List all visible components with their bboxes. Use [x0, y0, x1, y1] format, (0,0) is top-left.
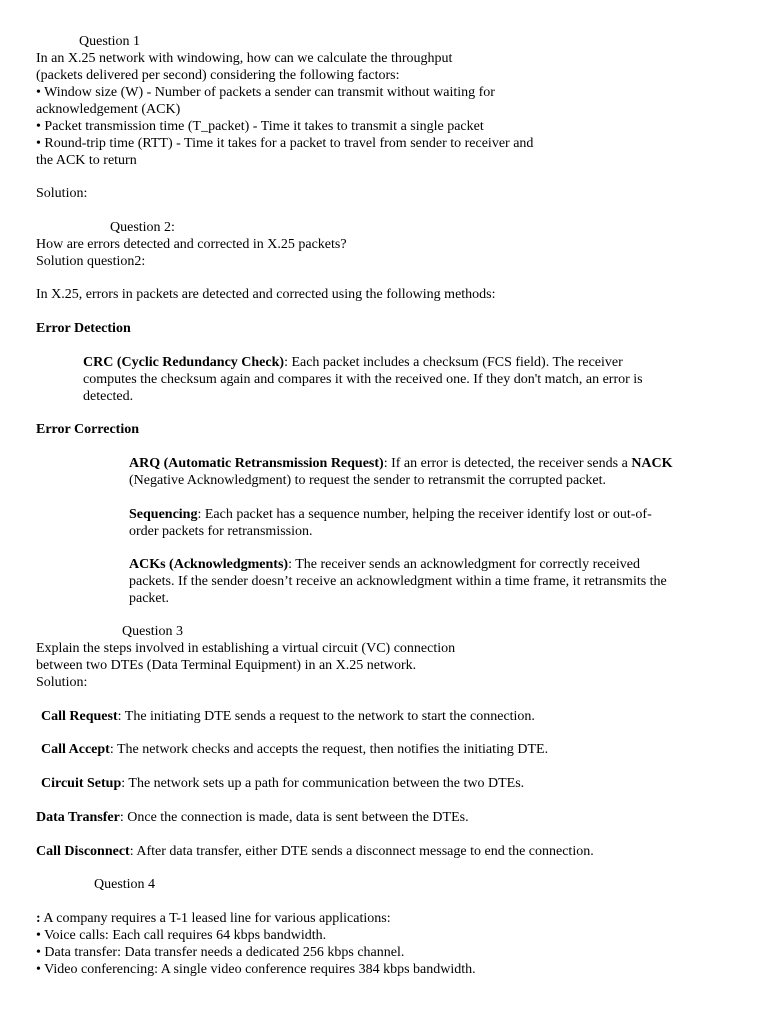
acks-line-2: packets. If the sender doesn’t receive an acknowledgment within a time frame, it retransmits the — [129, 574, 667, 589]
q3-heading: Question 3 — [122, 624, 184, 639]
step-call-accept: Call Accept: The network checks and accepts the request, then notifies the initiating DTE. — [41, 742, 549, 757]
q1-bullet-tpacket: • Packet transmission time (T_packet) - Time it takes to transmit a single packet — [36, 119, 484, 134]
crc-line-3: detected. — [83, 389, 134, 404]
q2-heading: Question 2: — [110, 220, 175, 235]
q1-bullet-window-line-2: acknowledgement (ACK) — [36, 102, 181, 117]
acks-line-3: packet. — [129, 591, 170, 606]
acks-term: ACKs (Acknowledgments) — [129, 557, 289, 572]
q1-intro-line-2: (packets delivered per second) considering the following factors: — [36, 68, 400, 83]
q3-solution-label: Solution: — [36, 675, 88, 690]
q1-solution-label: Solution: — [36, 186, 88, 201]
q2-intro: In X.25, errors in packets are detected and corrected using the following methods: — [36, 287, 496, 302]
q4-intro: : A company requires a T-1 leased line for various applications: — [36, 911, 391, 926]
arq-term: ARQ (Automatic Retransmission Request) — [129, 456, 384, 471]
crc-line-1: CRC (Cyclic Redundancy Check): Each packet includes a checksum (FCS field). The receiver — [83, 355, 623, 370]
q1-intro-line-1: In an X.25 network with windowing, how can we calculate the throughput — [36, 51, 453, 66]
error-correction-heading: Error Correction — [36, 422, 140, 437]
q2-solution-label: Solution question2: — [36, 254, 146, 269]
q2-question: How are errors detected and corrected in X.25 packets? — [36, 237, 347, 252]
q3-question-line-1: Explain the steps involved in establishing a virtual circuit (VC) connection — [36, 641, 456, 656]
sequencing-line-2: order packets for retransmission. — [129, 524, 313, 539]
q4-bullet-video: • Video conferencing: A single video conference requires 384 kbps bandwidth. — [36, 962, 476, 977]
step-call-disconnect: Call Disconnect: After data transfer, either DTE sends a disconnect message to end the connection. — [36, 844, 594, 859]
q4-bullet-data: • Data transfer: Data transfer needs a dedicated 256 kbps channel. — [36, 945, 405, 960]
q4-heading: Question 4 — [94, 877, 156, 892]
arq-line-1: ARQ (Automatic Retransmission Request): If an error is detected, the receiver sends a NACK — [129, 456, 673, 471]
q1-bullet-rtt-line-2: the ACK to return — [36, 153, 137, 168]
q1-bullet-window-line-1: • Window size (W) - Number of packets a sender can transmit without waiting for — [36, 85, 495, 100]
arq-line-2: (Negative Acknowledgment) to request the sender to retransmit the corrupted packet. — [129, 473, 606, 488]
q1-heading: Question 1 — [79, 34, 141, 49]
step-call-request: Call Request: The initiating DTE sends a request to the network to start the connection. — [41, 709, 535, 724]
crc-term: CRC (Cyclic Redundancy Check) — [83, 355, 285, 370]
q1-bullet-rtt-line-1: • Round-trip time (RTT) - Time it takes for a packet to travel from sender to receiver and — [36, 136, 534, 151]
step-circuit-setup: Circuit Setup: The network sets up a path for communication between the two DTEs. — [41, 776, 525, 791]
error-detection-heading: Error Detection — [36, 321, 131, 336]
step-data-transfer: Data Transfer: Once the connection is made, data is sent between the DTEs. — [36, 810, 469, 825]
q3-question-line-2: between two DTEs (Data Terminal Equipment) in an X.25 network. — [36, 658, 417, 673]
sequencing-line-1: Sequencing: Each packet has a sequence number, helping the receiver identify lost or out-of- — [129, 507, 652, 522]
crc-line-2: computes the checksum again and compares it with the received one. If they don't match, an error is — [83, 372, 643, 387]
acks-line-1: ACKs (Acknowledgments): The receiver sends an acknowledgment for correctly received — [129, 557, 640, 572]
nack-term: NACK — [631, 456, 673, 471]
sequencing-term: Sequencing — [129, 507, 198, 522]
q4-bullet-voice: • Voice calls: Each call requires 64 kbps bandwidth. — [36, 928, 327, 943]
